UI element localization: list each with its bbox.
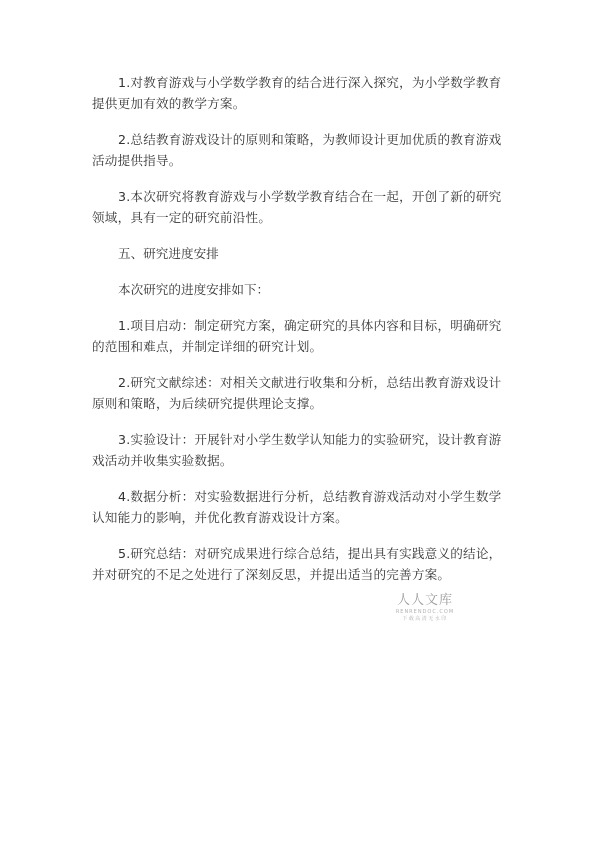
schedule-item: 4.数据分析：对实验数据进行分析，总结教育游戏活动对小学生数学认知能力的影响，并优化教育游戏设计方案。 [92,489,502,525]
watermark-title: 人人文库 [396,593,453,608]
paragraph: 1.对教育游戏与小学数学教育的结合进行深入探究，为小学数学教育提供更加有效的教学方案。 [92,75,502,111]
schedule-item: 1.项目启动：制定研究方案，确定研究的具体内容和目标，明确研究的范围和难点，并制定详细的研究计划。 [92,318,502,354]
schedule-item: 3.实验设计：开展针对小学生数学认知能力的实验研究，设计教育游戏活动并收集实验数据。 [92,432,502,468]
schedule-item: 5.研究总结：对研究成果进行综合总结，提出具有实践意义的结论，并对研究的不足之处进行了深刻反思，并提出适当的完善方案。 [92,546,502,582]
schedule-intro: 本次研究的进度安排如下： [118,282,270,297]
document-body [92,72,510,600]
schedule-item: 2.研究文献综述：对相关文献进行收集和分析，总结出教育游戏设计原则和策略，为后续研究提供理论支撑。 [92,375,502,411]
paragraph: 3.本次研究将教育游戏与小学数学教育结合在一起，开创了新的研究领域，具有一定的研究前沿性。 [92,189,502,225]
watermark-logo [390,593,460,623]
watermark-note: 下载高清无水印 [402,616,448,622]
section-heading: 五、研究进度安排 [118,246,219,261]
watermark-url: RENRENDOC.COM [395,609,455,615]
paragraph: 2.总结教育游戏设计的原则和策略，为教师设计更加优质的教育游戏活动提供指导。 [92,132,502,168]
